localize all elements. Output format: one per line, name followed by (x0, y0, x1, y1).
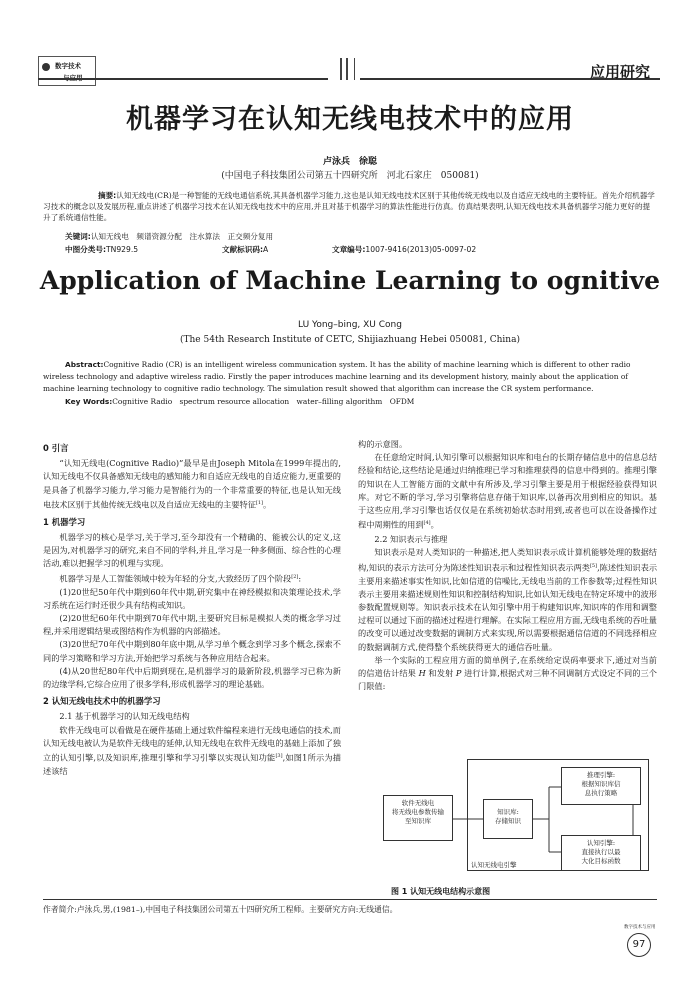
figure-caption: 图 1 认知无线电结构示意图 (391, 887, 491, 896)
page-journal-label: 数字技术与应用 (624, 925, 656, 930)
header-rule-left (38, 78, 328, 80)
journal-logo (38, 56, 96, 86)
paragraph: (3)20世纪70年代中期到80年底中期,从学习单个概念到学习多个概念,探索不同的学习策略和学习方法,开始把学习系统与各种应用结合起来。 (43, 639, 341, 663)
affiliation-english: (The 54th Research Institute of CETC, Shijiazhuang Hebei 050081, China) (180, 335, 520, 345)
subsection-heading: 2.1 基于机器学习的认知无线电结构 (59, 711, 190, 722)
document-code: 文献标识码:A (222, 245, 269, 254)
header-divider (354, 58, 355, 80)
abstract-text: 认知无线电(CR)是一种智能的无线电通信系统,其具备机器学习能力,这也是认知无线电技术区别于其他传统无线电以及自适应无线电的主要特征。首先介绍机器学习技术的概念以及发展历程,重点讲述了机器学习技术在认知无线电技术中的应用,并且对基于机器学习的算法性能进行仿真。仿真结果表明,认知无线电技术具备机器学习能力更好的提升了系统通信性能。 (43, 191, 655, 222)
subsection-heading: 2.2 知识表示与推理 (374, 534, 448, 545)
knowledge-base-box: 知识库: 存储知识 (483, 799, 533, 839)
keywords-text: Cognitive Radio spectrum resource allocation water–filling algorithm OFDM (112, 397, 415, 406)
paragraph: 软件无线电可以看做是在硬件基础上通过软件编程来进行无线电通信的技术,而认知无线电被认为是软件无线电的延伸,认知无线电在软件无线电的基础上添加了独立的认知引擎,以及知识库,推理引擎和学习引擎以实现认知功能[3],如图1所示为描述该结 (43, 724, 341, 776)
article-number: 文章编号:1007-9416(2013)05-0097-02 (332, 245, 477, 254)
paragraph: 构的示意图。 (358, 439, 408, 449)
clc-number: 中图分类号:TN929.5 (65, 245, 139, 254)
section-label: 应用研究 (589, 63, 650, 81)
reasoning-engine-box: 推理引擎: 根据知识库信 息执行策略 (561, 767, 641, 805)
journal-logo-line1: 数字技术 (55, 62, 81, 70)
header-divider (340, 58, 342, 80)
abstract-chinese (43, 190, 657, 223)
affiliation-chinese: (中国电子科技集团公司第五十四研究所 河北石家庄 050081) (221, 171, 479, 181)
keywords-label: 关键词: (65, 232, 91, 241)
keywords-label: Key Words: (65, 397, 113, 406)
abstract-text: Cognitive Radio (CR) is an intelligent wireless communication system. It has the ability of machine learning which is different to other radio wireless technology and adaptive wireless radio. Firstly the paper introduces machine learning and its development history, mainly about the application of machine learning technology to cognitive radio technology. The simulation result showed that algorithm can increase the CR system performance. (43, 360, 631, 393)
paragraph: (4)从20世纪80年代中后期到现在,是机器学习的最新阶段,机器学习已称为新的边缘学科,它综合应用了很多学科,形成机器学习的理论基础。 (43, 665, 341, 689)
paragraph: 机器学习是人工智能领域中较为年轻的分支,大致经历了四个阶段[2]: (59, 573, 302, 584)
section-heading: 1 机器学习 (43, 516, 86, 527)
keywords-english (65, 396, 679, 407)
paragraph: “认知无线电(Cognitive Radio)”最早是由Joseph Mitola在1999年提出的,认知无线电不仅具备感知无线电的感知能力和自适应无线电的自适应能力,更重要的是具备了机器学习能力,学习能力是智能行为的一个非常重要的特征,也是认知无线电技术区别于其他传统无线电以及自适应无线电的主要特征[1]。 (43, 458, 341, 510)
paragraph: 举一个实际的工程应用方面的简单例子,在系统给定误码率要求下,通过对当前的信道估计结果 H 和发射 P 进行计算,根据式对三种不同调制方式设定不同的三个门限值: (358, 654, 657, 692)
author-note: 作者简介:卢泳兵,男,(1981–),中国电子科技集团公司第五十四研究所工程师。主要研究方向:无线通信。 (43, 905, 398, 914)
abstract-english (43, 359, 657, 395)
authors-english: LU Yong–bing, XU Cong (298, 320, 402, 330)
title-chinese: 机器学习在认知无线电技术中的应用 (126, 104, 574, 135)
journal-logo-icon (42, 63, 50, 71)
authors-chinese: 卢泳兵 徐聪 (322, 157, 377, 167)
title-english: Application of Machine Learning to ognitive (39, 266, 661, 295)
body-column-left (43, 438, 341, 778)
figure-1-diagram (383, 757, 651, 875)
section-heading: 0 引言 (43, 443, 69, 453)
paragraph: (1)20世纪50年代中期到60年代中期,研究集中在神经模拟和决策理论技术,学习系统在运行时还很少具有结构或知识。 (43, 586, 341, 610)
keywords-chinese (65, 231, 679, 242)
section-heading: 2 认知无线电技术中的机器学习 (43, 696, 161, 707)
paragraph: (2)20世纪60年代中期到70年代中期,主要研究目标是模拟人类的概念学习过程,并采用逻辑结果或图结构作为机器的内部描述。 (43, 612, 341, 637)
keywords-text: 认知无线电 频谱资源分配 注水算法 正交频分复用 (90, 232, 274, 241)
learning-engine-box: 认知引擎: 直接执行以最 大化目标函数 (561, 835, 641, 871)
header-divider (346, 58, 348, 80)
frame-label: 认知无线电引擎 (471, 861, 517, 869)
paragraph: 在任意给定时间,认知引擎可以根据知识库和电台的长期存储信息中的信息总结经验和结论,这些结论是通过归纳推理已学习和推理获得的信息中得到的。推理引擎的知识在人工智能方面的文献中有所涉及,学习引擎主要是用于根据经验获得知识库。对它不断的学习,学习引擎将信息存储于知识库,以备再次用到相应的知识。基于这些应用,学习引擎也话仅仅是在系统初始状态时用到,或者也可以在设备操作过程中周期性的用到[4]。 (358, 452, 657, 530)
footer-rule (43, 899, 657, 900)
paragraph: 机器学习的核心是学习,关于学习,至今却没有一个精确的、能被公认的定义,这是因为,对机器学习的研究,来自不同的学科,并且,学习是一种多侧面、综合性的心理活动,难以把握学习的机理与实现。 (43, 531, 341, 569)
software-radio-box: 软件无线电 将无线电参数传输 至知识库 (383, 795, 453, 841)
paragraph: 知识表示是对人类知识的一种描述,把人类知识表示成计算机能够处理的数据结构,知识的表示方法可分为陈述性知识表示和过程性知识表示两类[5],陈述性知识表示主要用来描述事实性知识,比如信道的信噪比,无线电当前的工作参数等;过程性知识表示主要用来描述规则性知识和控制结构知识,比如认知无线电在特定环境中的波形参数配置规则等。知识表示技术在认知引擎中用于构建知识库,知识库的作用和调整过程可以通过下面的描述过程进行理解。在实际工程应用方面,无线电系统的吞吐量的改变可以通过改变数据的调制方式来实现,所以需要根据通信信道的不同选择相应的数据调制方式,使得整个系统获得更大的通信吞吐量。 (358, 547, 658, 652)
page-number: 97 (627, 933, 651, 957)
abstract-label: 摘要: (98, 191, 117, 200)
abstract-label: Abstract: (65, 360, 104, 369)
body-column-right (358, 438, 657, 693)
